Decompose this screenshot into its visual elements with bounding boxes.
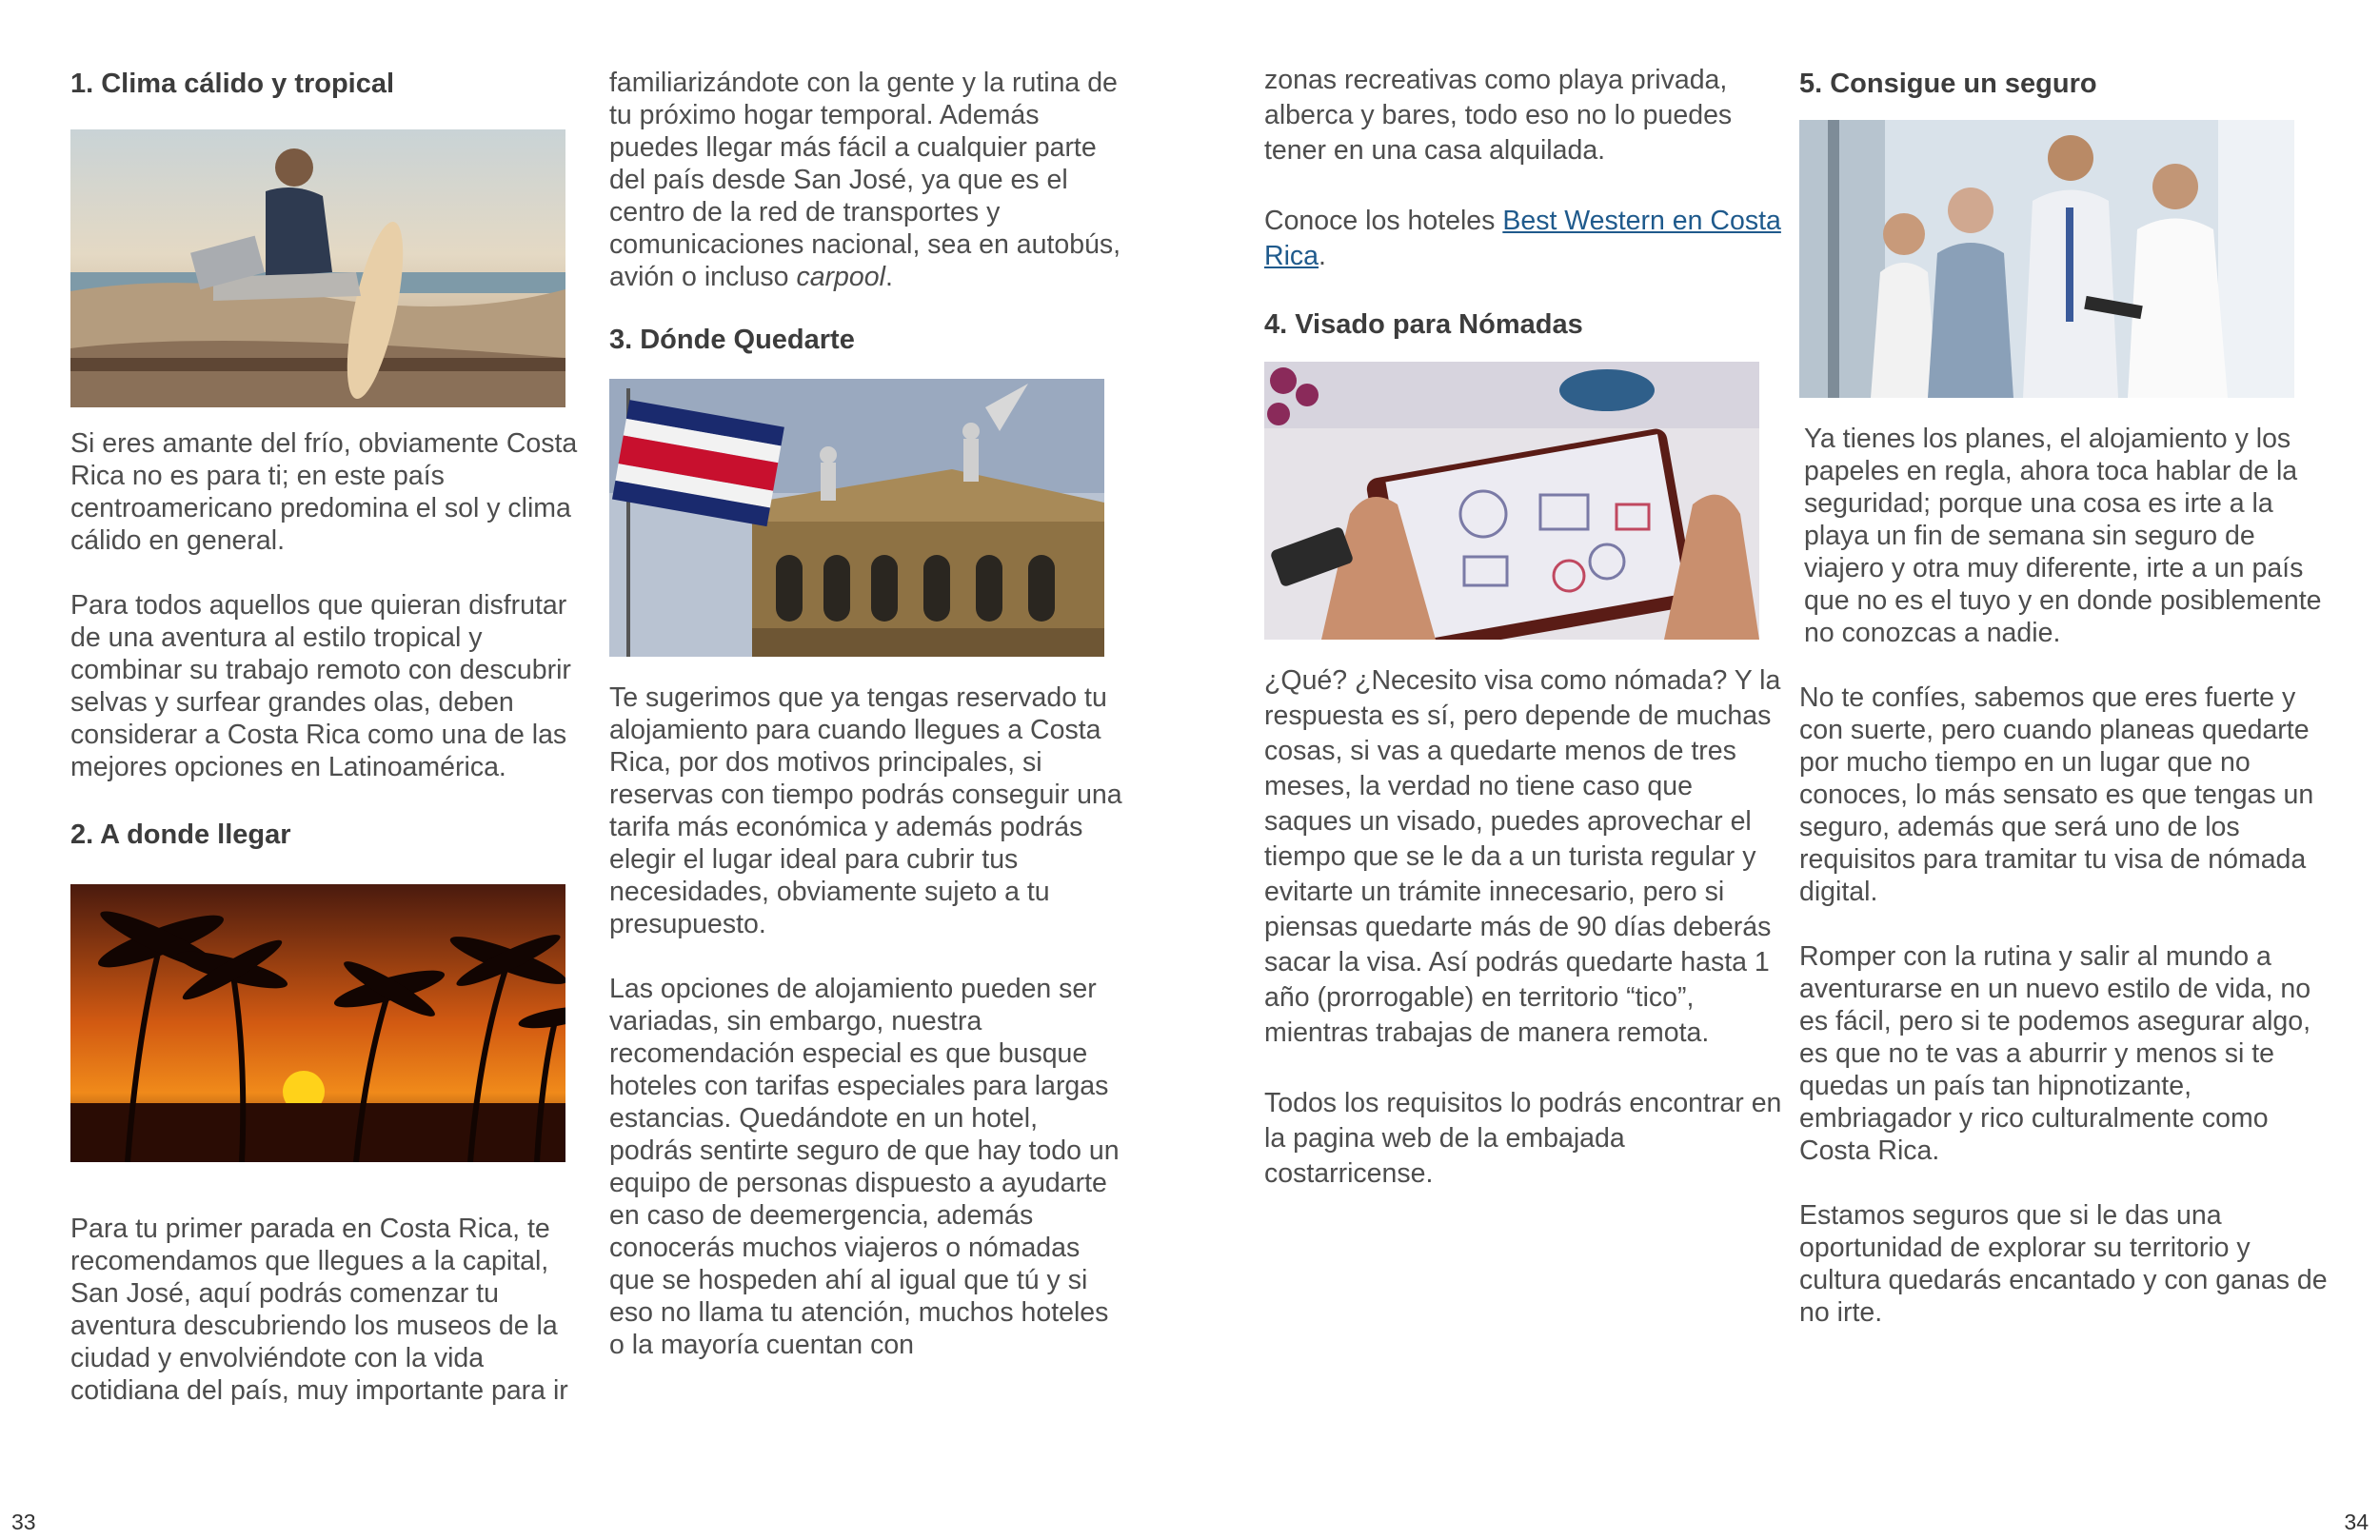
paragraph-seguro-2: No te confíes, sabemos que eres fuerte y con suerte, pero cuando planeas quedarte por mucho tiempo en un lugar que no conoces, lo más sensato es que tengas un seguro, además que será uno de los requisitos para tramitar tu visa de nómada digital.: [1799, 682, 2314, 907]
paragraph-rutina: Romper con la rutina y salir al mundo a aventurarse en un nuevo estilo de vida, no es fácil, pero si te podemos asegurar algo, es que no te vas a aburrir y menos si te quedas un país tan hipnotizante, embriagador y rico culturalmente como Costa Rica.: [1799, 941, 2311, 1166]
paragraph-donde-llegar: Para tu primer parada en Costa Rica, te recomendamos que llegues a la capital, San José, aquí podrás comenzar tu aventura descubriendo los museos de la ciudad y envolviéndote con la vida cotidiana del país, muy importante para ir: [70, 1214, 568, 1406]
heading-donde-llegar: 2. A donde llegar: [70, 819, 291, 850]
paragraph-reserva: Te sugerimos que ya tengas reservado tu alojamiento para cuando llegues a Costa Rica, por dos motivos principales, si reservas con tiempo podrás conseguir una tarifa más económica y además podrás elegir el lugar ideal para cubrir tus necesidades, obviamente sujeto a tu presupuesto.: [609, 682, 1122, 939]
photo-doctors: [1799, 120, 2294, 398]
photo-passport: [1264, 362, 1759, 640]
heading-visado: 4. Visado para Nómadas: [1264, 309, 1583, 340]
photo-beach-laptop: [70, 129, 565, 407]
paragraph-opciones: Las opciones de alojamiento pueden ser variadas, sin embargo, nuestra recomendación especial es que busque hoteles con tarifas especiales para largas estancias. Quedándote en un hotel, podrás sentirte seguro de que hay todo un equipo de personas dispuesto a ayudarte en caso de deemergencia, además conocerás muchos viajeros o nómadas que se hospeden ahí al igual que tú y si eso no llama tu atención, muchos hoteles o la mayoría cuentan con: [609, 974, 1120, 1360]
paragraph-san-jose: familiarizándote con la gente y la rutina de tu próximo hogar temporal. Además puedes llegar más fácil a cualquier parte del país desde San José, ya que es el centro de la red de transportes y comunicaciones nacional, sea en autobús, avión o incluso carpool.: [609, 68, 1121, 292]
carpool-emphasis: carpool: [796, 262, 885, 292]
column-2: [609, 65, 1128, 1361]
paragraph-seguro-1: Ya tienes los planes, el alojamiento y los papeles en regla, ahora toca hablar de la seguridad; porque una cosa es irte a la playa un fin de semana sin seguro de viajero y otra muy diferente, irte a un país que no es el tuyo y en donde posiblemente no conozcas a nadie.: [1804, 424, 2322, 648]
page-number-right: 34: [2344, 1510, 2369, 1534]
paragraph-clima-2: Para todos aquellos que quieran disfrutar de una aventura al estilo tropical y combinar su trabajo remoto con descubrir selvas y surfear grandes olas, deben considerar a Costa Rica como una de las mejores opciones en Latinoamérica.: [70, 590, 571, 782]
photo-sunset-palms: [70, 884, 565, 1162]
photo-national-theatre-flag: [609, 379, 1104, 657]
paragraph-best-western: Conoce los hoteles Best Western en Costa Rica.: [1264, 206, 1781, 271]
paragraph-conclusion: Estamos seguros que si le das una oportunidad de explorar su territorio y cultura quedarás encantado y con ganas de no irte.: [1799, 1200, 2328, 1328]
page-number-left: 33: [11, 1510, 36, 1534]
paragraph-clima-1: Si eres amante del frío, obviamente Costa Rica no es para ti; en este país centroamericano predomina el sol y clima cálido en general.: [70, 428, 578, 556]
column-3: [1264, 65, 1783, 1192]
heading-clima: 1. Clima cálido y tropical: [70, 69, 395, 99]
heading-donde-quedarte: 3. Dónde Quedarte: [609, 325, 855, 355]
paragraph-visado: ¿Qué? ¿Necesito visa como nómada? Y la respuesta es sí, pero depende de muchas cosas, si vas a quedarte menos de tres meses, la verdad no tiene caso que saques un visado, puedes aprovechar el tiempo que se le da a un turista regular y evitarte un trámite innecesario, pero si piensas quedarte más de 90 días deberás sacar la visa. Así podrás quedarte hasta 1 año (prorrogable) en territorio “tico”, mientras trabajas de manera remota.: [1264, 665, 1781, 1048]
paragraph-zonas: zonas recreativas como playa privada, alberca y bares, todo eso no lo puedes tener en una casa alquilada.: [1264, 65, 1733, 166]
column-1: [70, 65, 589, 1407]
paragraph-requisitos: Todos los requisitos lo podrás encontrar en la pagina web de la embajada costarricense.: [1264, 1088, 1782, 1189]
heading-seguro: 5. Consigue un seguro: [1799, 69, 2097, 99]
best-western-link[interactable]: Best Western en Costa Rica: [1264, 206, 1781, 271]
column-4: [1799, 65, 2332, 1329]
